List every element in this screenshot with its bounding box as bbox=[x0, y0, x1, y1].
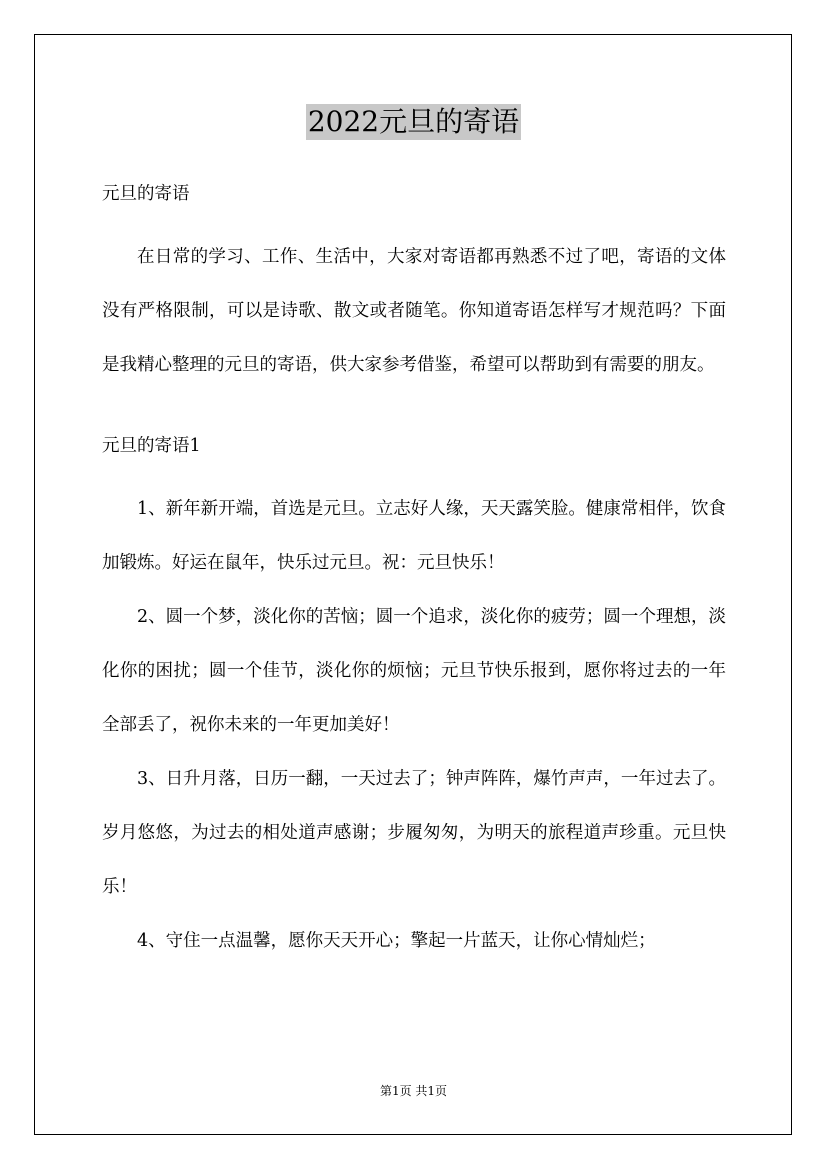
document-title: 2022元旦的寄语 bbox=[307, 105, 520, 138]
greeting-item-2: 2、圆一个梦，淡化你的苦恼；圆一个追求，淡化你的疲劳；圆一个理想，淡化你的困扰；圆一个佳节，淡化你的烦恼；元旦节快乐报到，愿你将过去的一年全部丢了，祝你未来的一年更加美好！ bbox=[102, 607, 726, 735]
intro-paragraph: 在日常的学习、工作、生活中，大家对寄语都再熟悉不过了吧，寄语的文体没有严格限制，可以是诗歌、散文或者随笔。你知道寄语怎样写才规范吗？下面是我精心整理的元旦的寄语，供大家参考借鉴，希望可以帮助到有需要的朋友。 bbox=[102, 247, 726, 375]
document-body bbox=[102, 176, 726, 968]
section-heading: 元旦的寄语 bbox=[102, 184, 190, 204]
greeting-item-4: 4、守住一点温馨，愿你天天开心；擎起一片蓝天，让你心情灿烂； bbox=[137, 931, 656, 951]
greeting-item-3: 3、日升月落，日历一翻，一天过去了；钟声阵阵，爆竹声声，一年过去了。岁月悠悠，为过去的相处道声感谢；步履匆匆，为明天的旅程道声珍重。元旦快乐！ bbox=[102, 769, 726, 897]
greeting-item-1: 1、新年新开端，首选是元旦。立志好人缘，天天露笑脸。健康常相伴，饮食加锻炼。好运在鼠年，快乐过元旦。祝：元旦快乐！ bbox=[102, 499, 726, 573]
title-container bbox=[0, 104, 827, 140]
page-footer: 第1页 共1页 bbox=[379, 1084, 448, 1098]
sub-heading: 元旦的寄语1 bbox=[102, 436, 201, 456]
